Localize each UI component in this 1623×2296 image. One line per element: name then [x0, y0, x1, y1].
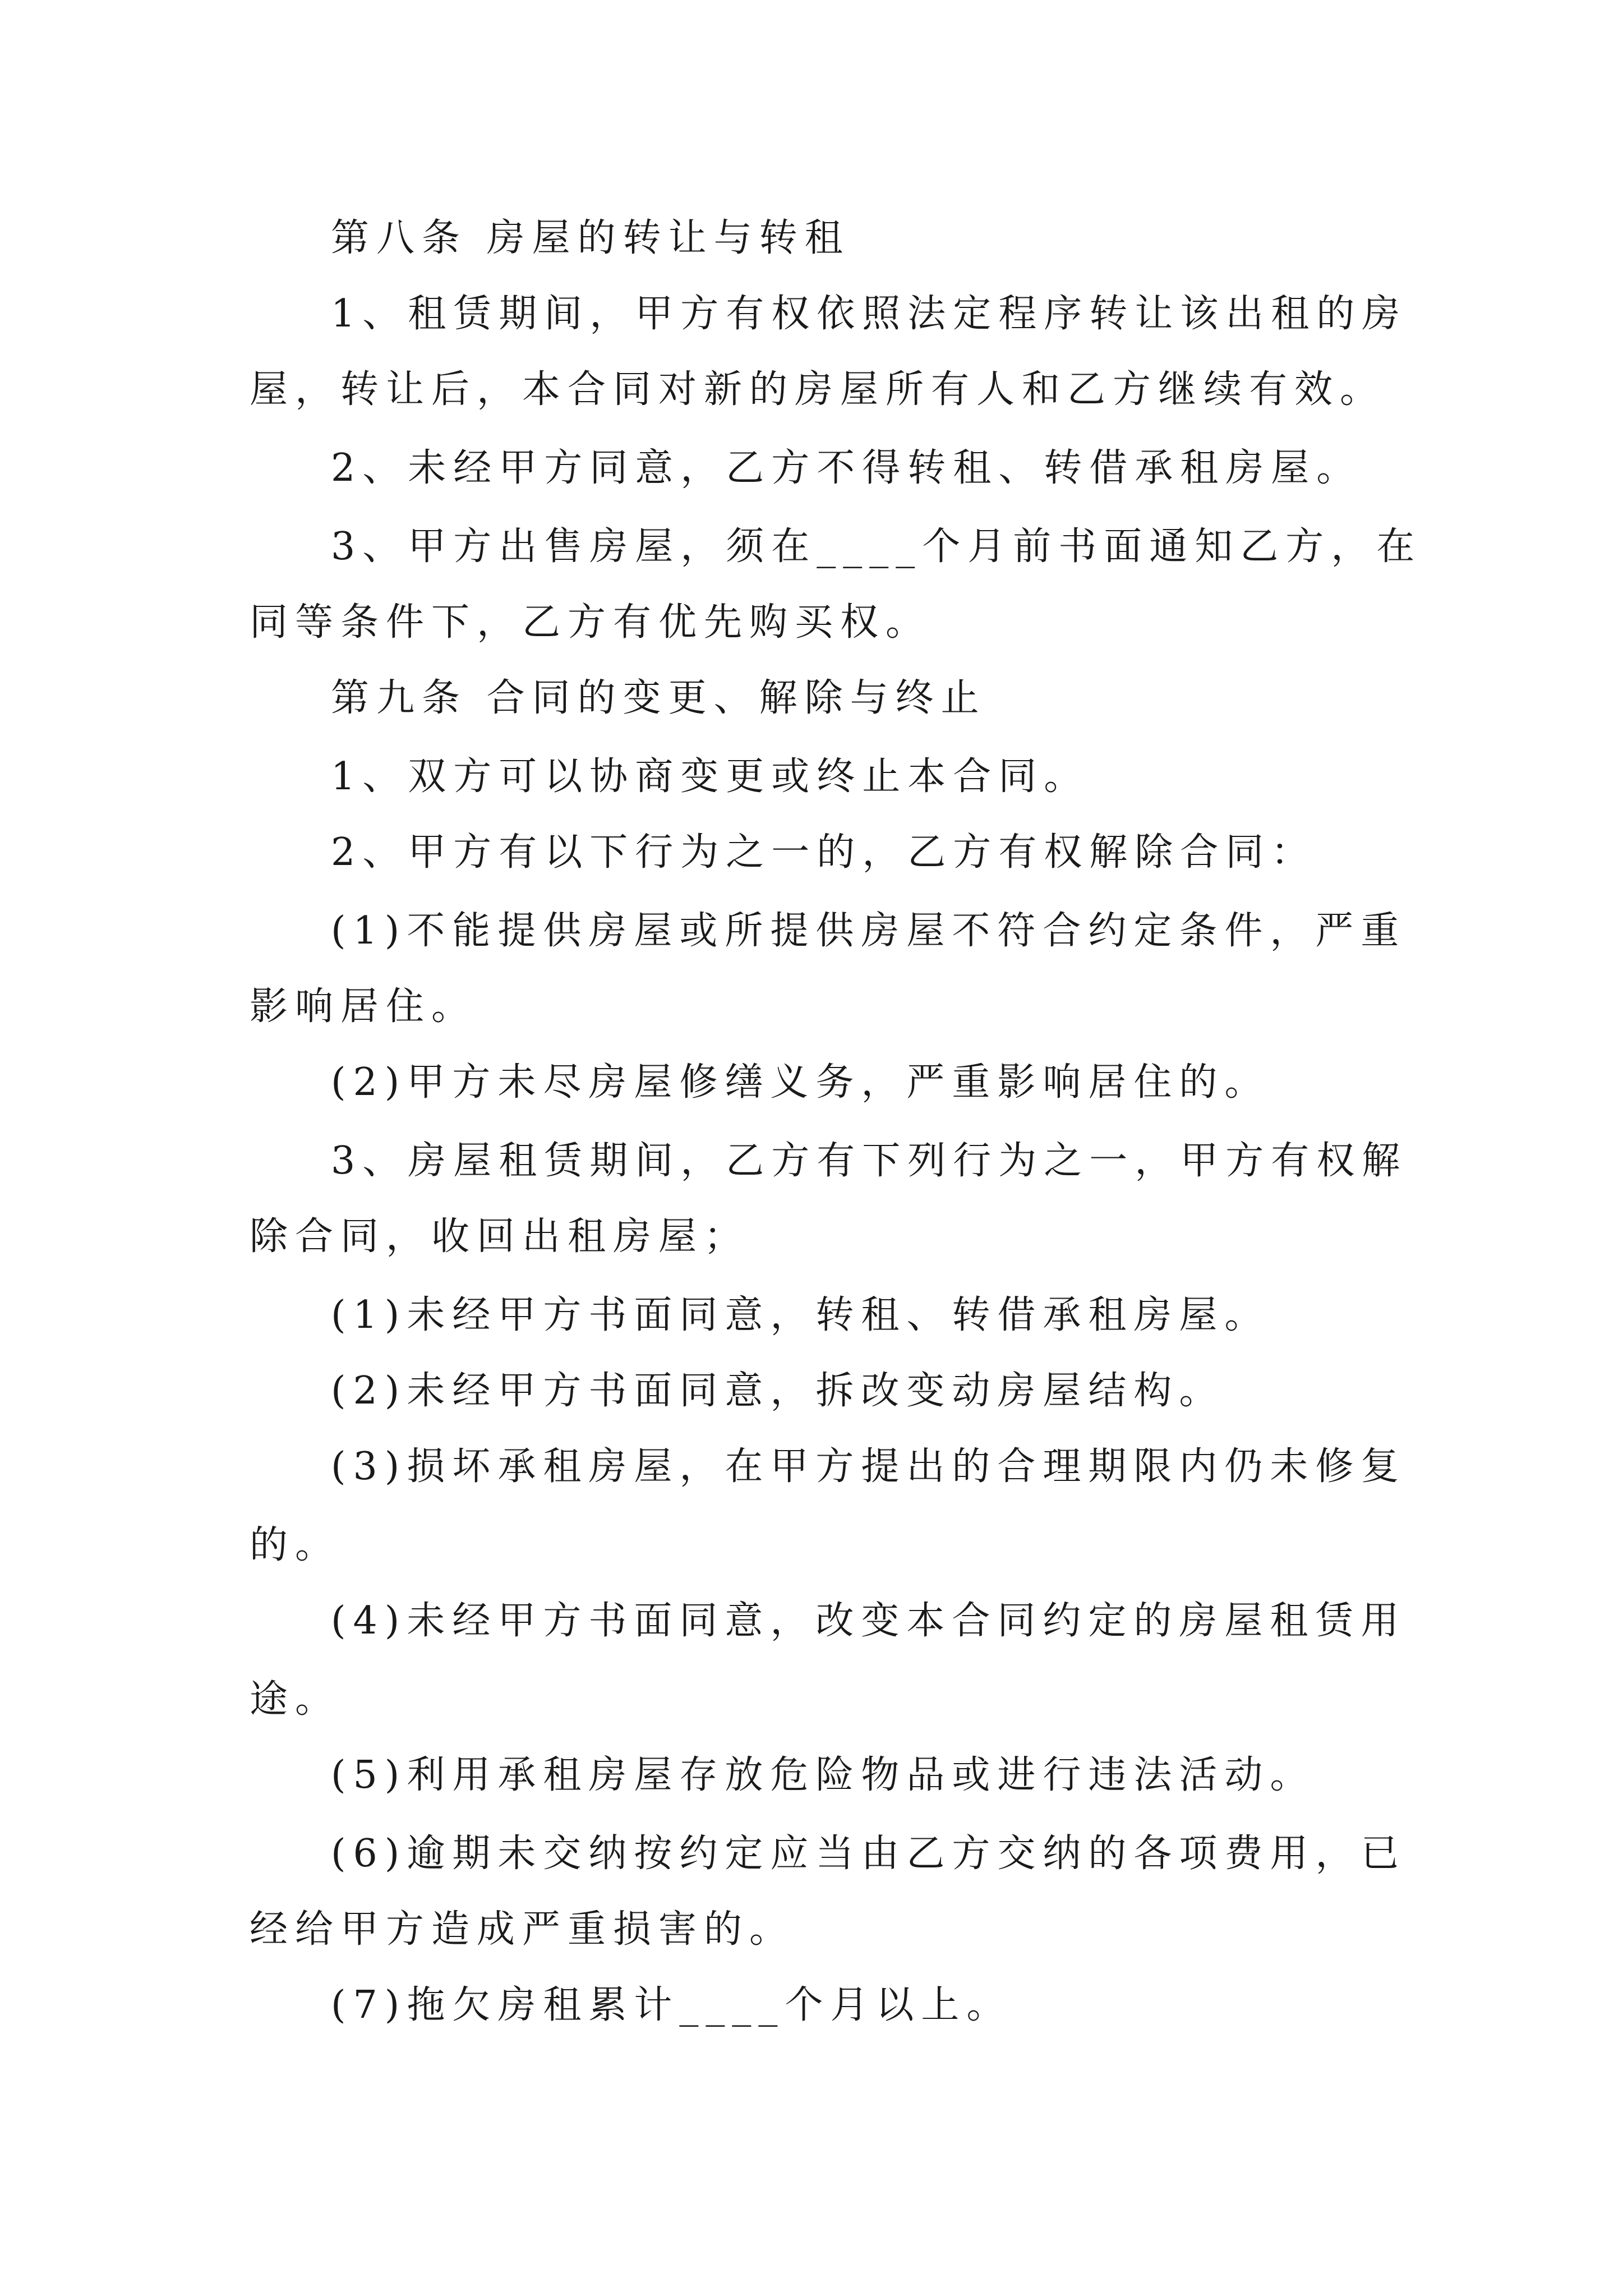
- paragraph-line: 2、甲方有以下行为之一的，乙方有权解除合同：: [331, 830, 1317, 875]
- paragraph-line: (1)未经甲方书面同意，转租、转借承租房屋。: [331, 1293, 1270, 1337]
- paragraph-line: 除合同，收回出租房屋；: [250, 1214, 750, 1259]
- paragraph-line: 2、未经甲方同意，乙方不得转租、转借承租房屋。: [331, 446, 1362, 490]
- paragraph-line: 1、双方可以协商变更或终止本合同。: [331, 754, 1090, 799]
- paragraph-line: (7)拖欠房租累计____个月以上。: [331, 1983, 1012, 2027]
- paragraph-line: 经给甲方造成严重损害的。: [250, 1907, 795, 1952]
- paragraph-line: (6)逾期未交纳按约定应当由乙方交纳的各项费用，已: [331, 1832, 1407, 1876]
- paragraph-line: 3、甲方出售房屋，须在____个月前书面通知乙方，在: [331, 524, 1422, 569]
- paragraph-line: 途。: [250, 1677, 341, 1722]
- paragraph-line: (3)损坏承租房屋，在甲方提出的合理期限内仍未修复: [331, 1444, 1407, 1489]
- paragraph-line: (1)不能提供房屋或所提供房屋不符合约定条件，严重: [331, 909, 1407, 953]
- article-9-heading: 第九条 合同的变更、解除与终止: [331, 676, 986, 720]
- paragraph-line: 屋，转让后，本合同对新的房屋所有人和乙方继续有效。: [250, 367, 1386, 412]
- article-8-heading: 第八条 房屋的转让与转租: [331, 216, 850, 260]
- paragraph-line: 1、租赁期间，甲方有权依照法定程序转让该出租的房: [331, 292, 1408, 336]
- paragraph-line: 影响居住。: [250, 984, 477, 1029]
- paragraph-line: 同等条件下，乙方有优先购买权。: [250, 600, 932, 645]
- paragraph-line: 3、房屋租赁期间，乙方有下列行为之一，甲方有权解: [331, 1139, 1408, 1183]
- paragraph-line: (5)利用承租房屋存放危险物品或进行违法活动。: [331, 1753, 1316, 1797]
- paragraph-line: (4)未经甲方书面同意，改变本合同约定的房屋租赁用: [331, 1599, 1407, 1643]
- paragraph-line: (2)未经甲方书面同意，拆改变动房屋结构。: [331, 1369, 1225, 1413]
- paragraph-line: 的。: [250, 1523, 341, 1567]
- paragraph-line: (2)甲方未尽房屋修缮义务，严重影响居住的。: [331, 1060, 1270, 1105]
